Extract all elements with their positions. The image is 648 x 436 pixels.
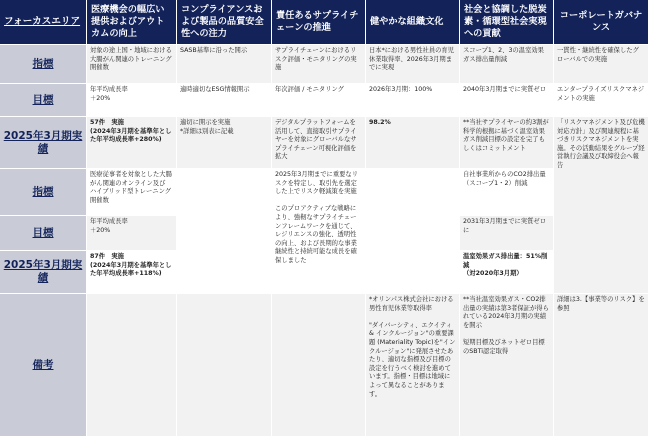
res1-col5: **当社サプライヤーの約3割が科学的根拠に基づく温室効果ガス削減目標の設定を完了もしくはコミットメント	[460, 117, 553, 168]
ind2-col2	[177, 169, 271, 293]
tgt2-col1: 年平均成長率 ＋20%	[87, 216, 176, 250]
ind1-col3: サプライチェーンにおけるリスク評価・モニタリングの実施	[272, 45, 365, 83]
tgt1-col1: 年平均成長率 ＋20%	[87, 84, 176, 116]
remarks-col2	[177, 294, 271, 436]
tgt2-col5: 2031年3月期までに実質ゼロに	[460, 216, 553, 250]
ind2-col4	[366, 169, 459, 293]
header-col3: 責任あるサプライチェーンの推進	[272, 0, 365, 44]
remarks-col6: 詳細は3.【事業等のリスク】を参照	[554, 294, 648, 436]
res1-col6: 「リスクマネジメント及び危機対応方針」及び関連規程に基づきリスクマネジメントを実施。その活動結果をグループ経営執行会議及び取締役会へ報告	[554, 117, 648, 293]
ind2-col1: 医療従事者を対象とした大腸がん関連のオンライン及び ハイブリッド型トレーニング開催数	[87, 169, 176, 215]
tgt1-col5: 2040年3月期までに実質ゼロ	[460, 84, 553, 116]
header-col2: コンプライアンスおよび製品の品質安全性への注力	[177, 0, 271, 44]
res2-col5: 温室効果ガス排出量：51%削減 （対2020年3月期）	[460, 251, 553, 293]
res1-col4: 98.2%	[366, 117, 459, 168]
remarks-col3	[272, 294, 365, 436]
row-label-indicator-1: 指標	[0, 45, 86, 83]
ind2-col5: 自社事業所からのCO2排出量（スコープ1・2）削減	[460, 169, 553, 215]
header-col1: 医療機会の幅広い提供およびアウトカムの向上	[87, 0, 176, 44]
remarks-col4: *オリンパス株式会社における男性育児休業等取得率 "ダイバーシティ、エクイティ & インクルージョン"の重要課題 (Materiality Topic)を"インクルージョン"に発展させたあたり、適切な指標及び目標の設定を行うべく検討を進めています。指標・目標は地域によって異なることがあります。	[366, 294, 459, 436]
row-label-result-1: 2025年3月期実績	[0, 117, 86, 168]
ind1-col6: 一貫性・継続性を確保したグローバルでの実施	[554, 45, 648, 83]
res2-col1: 87件 実施 (2024年3月期を基準年とした年平均成長率+118%)	[87, 251, 176, 293]
header-col5: 社会と協調した脱炭素・循環型社会実現への貢献	[460, 0, 553, 44]
tgt1-col3: 年次評価 / モニタリング	[272, 84, 365, 116]
tgt1-col4: 2026年3月期：100%	[366, 84, 459, 116]
res1-col3: デジタルプラットフォームを活用して、直接取引サプライヤーを対象にグローバルなサプライチェーン可視化評価を拡大	[272, 117, 365, 168]
ind1-col2: SASB基準に沿った開示	[177, 45, 271, 83]
ind1-col5: スコープ1、2、3の温室効果ガス排出量削減	[460, 45, 553, 83]
header-focus-area: フォーカスエリア	[0, 0, 86, 44]
row-label-remarks: 備考	[0, 294, 86, 436]
remarks-col1	[87, 294, 176, 436]
header-col4: 健やかな組織文化	[366, 0, 459, 44]
res1-col1: 57件 実施 (2024年3月期を基準年とした年平均成長率+280%)	[87, 117, 176, 168]
row-label-target-1: 目標	[0, 84, 86, 116]
ind2-col3: 2025年3月期までに重要なリスクを特定し、取引先を選定した上でリスク軽減策を実施 このプロアクティブな戦略により、強靭なサプライチェーンフレームワークを通じて、レジリエンスの強化、透明性の向上、および長期的な事業継続性と持続可能な成長を確保しました	[272, 169, 365, 293]
tgt1-col2: 適時適切なESG情報開示	[177, 84, 271, 116]
header-col6: コーポレートガバナンス	[554, 0, 648, 44]
row-label-indicator-2: 指標	[0, 169, 86, 215]
tgt1-col6: エンタープライズリスクマネジメントの実施	[554, 84, 648, 116]
ind1-col4: 日本*における男性社員の育児休業取得率、2026年3月期までに実現	[366, 45, 459, 83]
row-label-target-2: 目標	[0, 216, 86, 250]
row-label-result-2: 2025年3月期実績	[0, 251, 86, 293]
res1-col2: 適切に開示を実施 *詳細は別表に記載	[177, 117, 271, 168]
ind1-col1: 対象の途上国・地域における大腸がん関連のトレーニング開催数	[87, 45, 176, 83]
remarks-col5: **当社温室効果ガス・CO2排出量の実績は第3者保証が得られている2024年3月期の実績を開示 短期目標及びネットゼロ目標のSBTi認定取得	[460, 294, 553, 436]
